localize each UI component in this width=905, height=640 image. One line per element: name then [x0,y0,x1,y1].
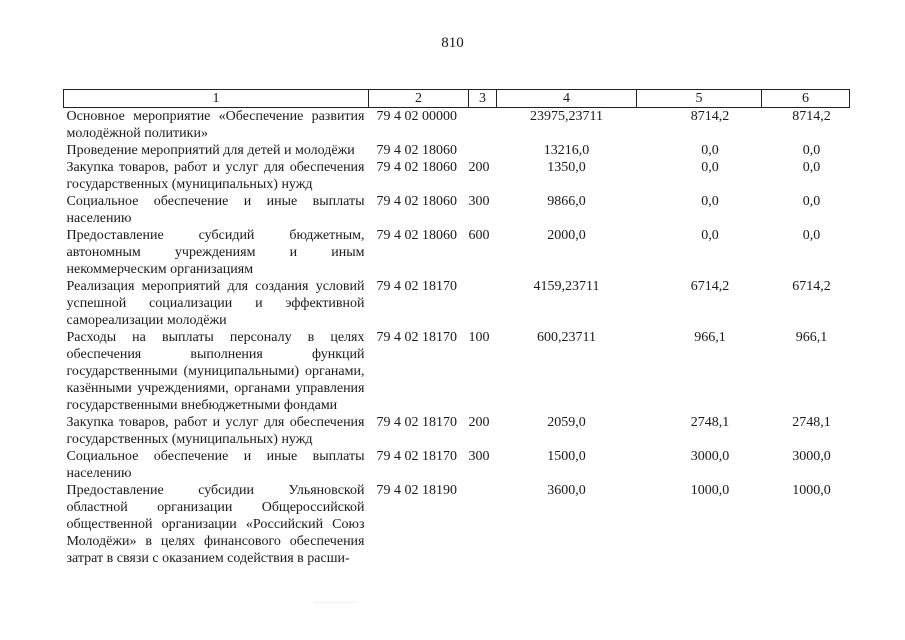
column-header-4: 4 [497,90,637,108]
row-value-5: 2748,1 [690,415,730,430]
row-type [469,482,497,567]
row-name: Предоставление субсидии Ульяновской областной организации Общероссийской общественной организации «Российский Союз Молодёжи» в целях финансового обеспечения затрат в связи с оказанием содействия в расши- [66,483,365,566]
budget-table [63,89,850,567]
row-value-6: 2748,1 [792,415,831,430]
row-value-6: 966,1 [795,330,828,345]
table-row [64,193,850,227]
row-code: 79 4 02 18190 [376,483,457,498]
row-name: Предоставление субсидий бюджетным, автономным учреждениям и иным некоммерческим организациям [66,228,365,277]
scan-smudge [315,590,357,603]
table-row [64,482,850,567]
row-code: 79 4 02 18170 [376,415,457,430]
row-value-6: 0,0 [802,143,821,158]
row-type [469,108,497,143]
column-header-3: 3 [469,90,497,108]
row-value-6: 3000,0 [792,449,831,464]
row-code: 79 4 02 18170 [376,449,457,464]
row-code: 79 4 02 18060 [376,143,457,158]
table-row [64,159,850,193]
row-value-6: 0,0 [802,160,821,175]
row-name: Социальное обеспечение и иные выплаты населению [66,449,365,481]
row-type: 600 [468,228,490,243]
row-value-6: 8714,2 [792,109,831,124]
row-value-6: 6714,2 [792,279,831,294]
row-value-4: 9866,0 [547,194,586,209]
column-header-6: 6 [762,90,850,108]
row-name: Социальное обеспечение и иные выплаты населению [66,194,365,226]
row-type [469,142,497,159]
row-code: 79 4 02 18170 [376,279,457,294]
column-header-1: 1 [64,90,369,108]
row-code: 79 4 02 18060 [376,194,457,209]
row-value-5: 966,1 [694,330,726,345]
column-header-5: 5 [637,90,762,108]
row-value-5: 1000,0 [690,483,730,498]
row-value-5: 0,0 [701,143,719,158]
row-value-6: 0,0 [802,228,821,243]
row-value-4: 600,23711 [537,330,596,345]
row-type: 200 [468,415,490,430]
row-code: 79 4 02 18060 [376,228,457,243]
row-type: 300 [468,194,490,209]
row-value-5: 3000,0 [690,449,730,464]
row-value-5: 6714,2 [690,279,730,294]
row-name: Закупка товаров, работ и услуг для обеспечения государственных (муниципальных) нужд [66,415,365,447]
row-value-6: 0,0 [802,194,821,209]
table-row [64,142,850,159]
table-row [64,108,850,143]
row-value-5: 0,0 [701,194,719,209]
row-value-6: 1000,0 [792,483,831,498]
row-name: Проведение мероприятий для детей и молодёжи [66,143,355,158]
row-name: Закупка товаров, работ и услуг для обеспечения государственных (муниципальных) нужд [66,160,365,192]
table-row [64,227,850,278]
column-header-2: 2 [369,90,469,108]
row-code: 79 4 02 00000 [376,109,457,124]
table-row [64,329,850,414]
row-value-4: 3600,0 [547,483,586,498]
row-code: 79 4 02 18170 [376,330,457,345]
header-row [64,90,850,108]
row-value-4: 13216,0 [543,143,590,158]
row-value-5: 0,0 [701,228,719,243]
row-value-4: 1350,0 [547,160,586,175]
table-row [64,278,850,329]
table-row [64,414,850,448]
row-value-4: 23975,23711 [530,109,603,124]
row-value-4: 4159,23711 [533,279,600,294]
row-type: 200 [468,160,490,175]
row-value-4: 2059,0 [547,415,586,430]
row-type: 300 [468,449,490,464]
row-type: 100 [468,330,490,345]
row-name: Основное мероприятие «Обеспечение развития молодёжной политики» [66,109,365,141]
table-row [64,448,850,482]
row-value-4: 1500,0 [547,449,586,464]
row-code: 79 4 02 18060 [376,160,457,175]
row-value-5: 0,0 [701,160,719,175]
row-type [469,278,497,329]
row-value-5: 8714,2 [690,109,730,124]
row-name: Реализация мероприятий для создания условий успешной социализации и эффективной самореализации молодёжи [66,279,365,328]
row-value-4: 2000,0 [547,228,586,243]
page-number: 810 [441,35,464,51]
row-name: Расходы на выплаты персоналу в целях обеспечения выполнения функций государственными (муниципальными) органами, казёнными учреждениями, органами управления государственными внебюджетными фондами [66,330,365,413]
